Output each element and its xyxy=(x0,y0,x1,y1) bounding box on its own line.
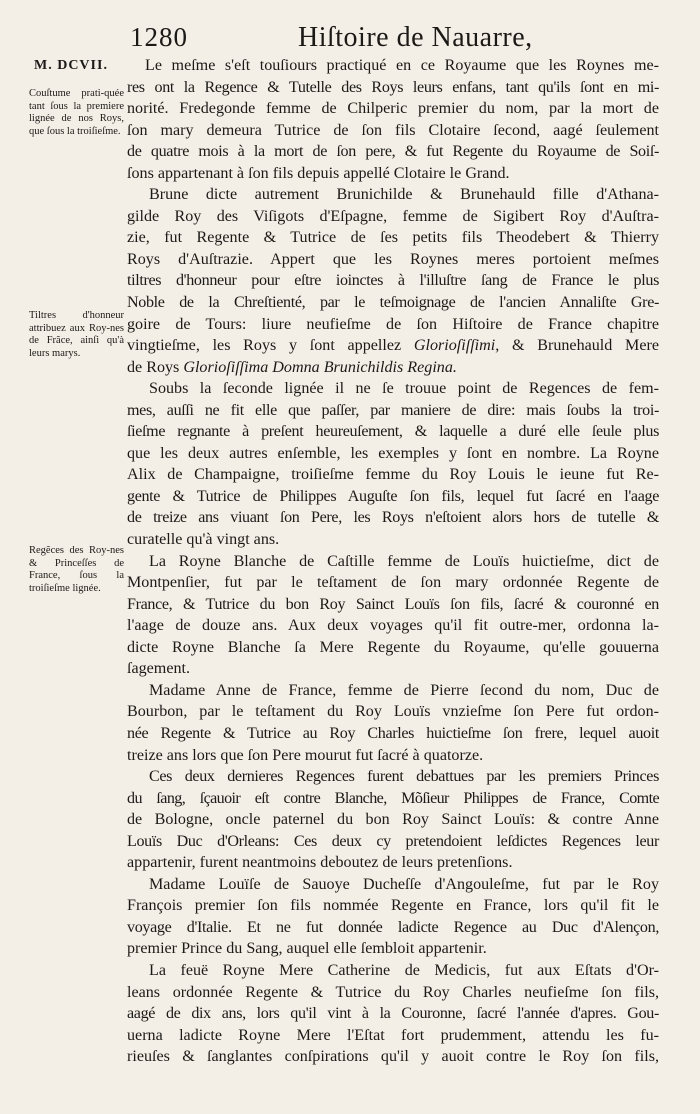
paragraph-3 xyxy=(127,378,659,550)
text-line: de Bologne, oncle paternel du bon Roy Sainct Louïs: & contre Anne xyxy=(127,811,659,829)
paragraph-6 xyxy=(127,766,659,874)
paragraph-2 xyxy=(127,184,659,378)
text-line: Madame Anne de France, femme de Pierre ſecond du nom, Duc de xyxy=(149,681,659,699)
text-line: l'aage de douze ans. Aux deux voyages qu'il fit outre-mer, ordonna la- xyxy=(127,617,659,635)
text-line: de treize ans viuant ſon Pere, les Roys n'eſtoient alors hors de tutelle & xyxy=(127,509,659,527)
text-line: dicte Royne Blanche ſa Mere Regente du Royaume, qu'elle gouuerna xyxy=(127,638,659,656)
text-line xyxy=(127,357,659,379)
text-line: norité. Fredegonde femme de Chilperic premier du nom, par la mort de xyxy=(127,100,659,118)
text-line: appartenir, furent neantmoins deboutez de leurs pretenſions. xyxy=(127,854,513,872)
text-line: Soubs la ſeconde lignée il ne ſe trouue point de Regences de fem- xyxy=(149,380,659,398)
paragraph-7 xyxy=(127,874,659,960)
text-line: zie, fut Regente & Tutrice de ſes petits fils Theodebert & Thierry xyxy=(127,229,659,247)
text-line: leans ordonnée Regente & Tutrice du Roy Charles neufieſme ſon fils, xyxy=(127,983,659,1001)
margin-note-regences: Regẽces des Roy-nes & Princeſſes de France, ſous la troiſieſme lignée. xyxy=(29,545,124,594)
text-line: goire de Tours: liure neufieſme de ſon Hiſtoire de France chapitre xyxy=(127,315,659,333)
running-title: Hiſtoire de Nauarre, xyxy=(298,22,533,53)
text-line: Le meſme s'eſt touſiours practiqué en ce Royaume que les Roynes me- xyxy=(145,57,659,74)
text-line: voyage d'Italie. Et ne fut donnée ladicte Regence au Duc d'Alençon, xyxy=(127,918,659,936)
year-marker: M. DCVII. xyxy=(34,58,108,73)
text-line: de quatre mois à la mort de ſon pere, & fut Regente du Royaume de Soiſ- xyxy=(127,143,659,161)
text-run: , & Brunehauld Mere xyxy=(495,337,660,355)
text-line: Montpenſier, fut par le teſtament de ſon mary ordonnée Regente de xyxy=(127,574,659,592)
text-line: Bourbon, par le teſtament du Roy Louïs vnzieſme ſon Pere fut ordon- xyxy=(127,703,659,721)
text-line: ſieſme regnante à preſent heureuſement, & laquelle a duré elle ſeule plus xyxy=(127,423,659,441)
text-line: rieuſes & ſanglantes conſpirations qu'il y auoit contre le Roy ſon fils, xyxy=(127,1048,659,1066)
text-line: La Royne Blanche de Caſtille femme de Louïs huictieſme, dict de xyxy=(149,552,659,570)
latin-phrase: Glorioſiſſimi xyxy=(413,337,496,355)
text-line: France, & Tutrice du bon Roy Sainct Louïs ſon fils, ſacré & couronné en xyxy=(127,595,659,613)
text-line: née Regente & Tutrice au Roy Charles huictieſme ſon frere, lequel auoit xyxy=(127,724,659,742)
text-line: gente & Tutrice de Philippes Auguſte ſon fils, lequel fut ſacré en l'aage xyxy=(127,487,659,505)
text-line xyxy=(127,335,659,357)
text-line: Brune dicte autrement Brunichilde & Brunehauld fille d'Athana- xyxy=(149,186,659,204)
main-text xyxy=(127,55,659,1068)
paragraph-1 xyxy=(127,55,659,184)
text-line: Louïs Duc d'Orleans: Ces deux cy pretendoient leſdictes Regences leur xyxy=(127,832,659,850)
text-line: ſagement. xyxy=(127,660,191,678)
page-header xyxy=(130,20,660,54)
text-line: Noble de la Chreſtienté, par le teſmoignage de l'ancien Annaliſte Gre- xyxy=(127,294,659,312)
text-line: mes, auſſi ne fit elle que paſſer, par maniere de dire: mais ſoubs la troi- xyxy=(127,401,659,419)
text-run: vingtieſme, les Roys y ſont appellez xyxy=(127,337,414,355)
text-line: Madame Louïſe de Sauoye Ducheſſe d'Angouleſme, fut par le Roy xyxy=(149,875,659,893)
margin-note-coutume: Couſtume prati-quée tant ſous la premiere lignée de nos Roys, que ſous la troiſieſme. xyxy=(29,88,124,137)
text-line: La feuë Royne Mere Catherine de Medicis, fut aux Eſtats d'Or- xyxy=(149,961,659,979)
text-line: aagé de dix ans, lors qu'il vint à la Couronne, ſacré l'année d'apres. Gou- xyxy=(127,1005,659,1023)
text-line: Alix de Champaigne, troiſieſme femme du Roy Louis le ieune fut Re- xyxy=(127,466,659,484)
text-line: curatelle qu'à vingt ans. xyxy=(127,531,280,549)
page-number: 1280 xyxy=(130,22,188,52)
text-line: gilde Roy des Viſigots d'Eſpagne, femme de Sigibert Roy d'Auſtra- xyxy=(127,207,659,225)
paragraph-5 xyxy=(127,680,659,766)
text-line: uerna ladicte Royne Mere l'Eſtat fort prudemment, attendu les fu- xyxy=(127,1026,659,1044)
latin-phrase: Glorioſiſſima Domna Brunichildis Regina. xyxy=(183,358,457,376)
text-run: de Roys xyxy=(127,358,184,376)
text-line: premier Prince du Sang, auquel elle ſembloit appartenir. xyxy=(127,940,487,958)
text-line: Ces deux dernieres Regences furent debattues par les premiers Princes xyxy=(149,768,659,786)
text-line: res ont la Regence & Tutelle des Roys leurs enfans, tant qu'ils ſont en mi- xyxy=(127,78,659,96)
text-line: François premier ſon fils nommée Regente en France, lors qu'il fit le xyxy=(127,897,659,915)
text-line: ſon mary demeura Tutrice de ſon fils Clotaire ſecond, aagé ſeulement xyxy=(127,121,659,139)
text-line: treize ans lors que ſon Pere mourut fut ſacré à quatorze. xyxy=(127,746,484,764)
text-line: du ſang, ſçauoir eſt contre Blanche, Mõſieur Philippes de France, Comte xyxy=(127,789,659,807)
margin-note-tiltres: Tiltres d'honneur attribuez aux Roy-nes de Frãce, ainſi qu'à leurs marys. xyxy=(29,310,124,359)
text-line: que les deux autres enſemble, les exemples y ſont en nombre. La Royne xyxy=(127,444,659,462)
text-line: ſons appartenant à ſon fils depuis appellé Clotaire le Grand. xyxy=(127,164,510,182)
paragraph-8 xyxy=(127,960,659,1068)
paragraph-4 xyxy=(127,551,659,680)
text-line: tiltres d'honneur pour eſtre ioinctes à l'illuſtre ſang de France le plus xyxy=(127,272,659,290)
text-line: Roys d'Auſtrazie. Appert que les Roynes meres portoient meſmes xyxy=(127,250,659,268)
